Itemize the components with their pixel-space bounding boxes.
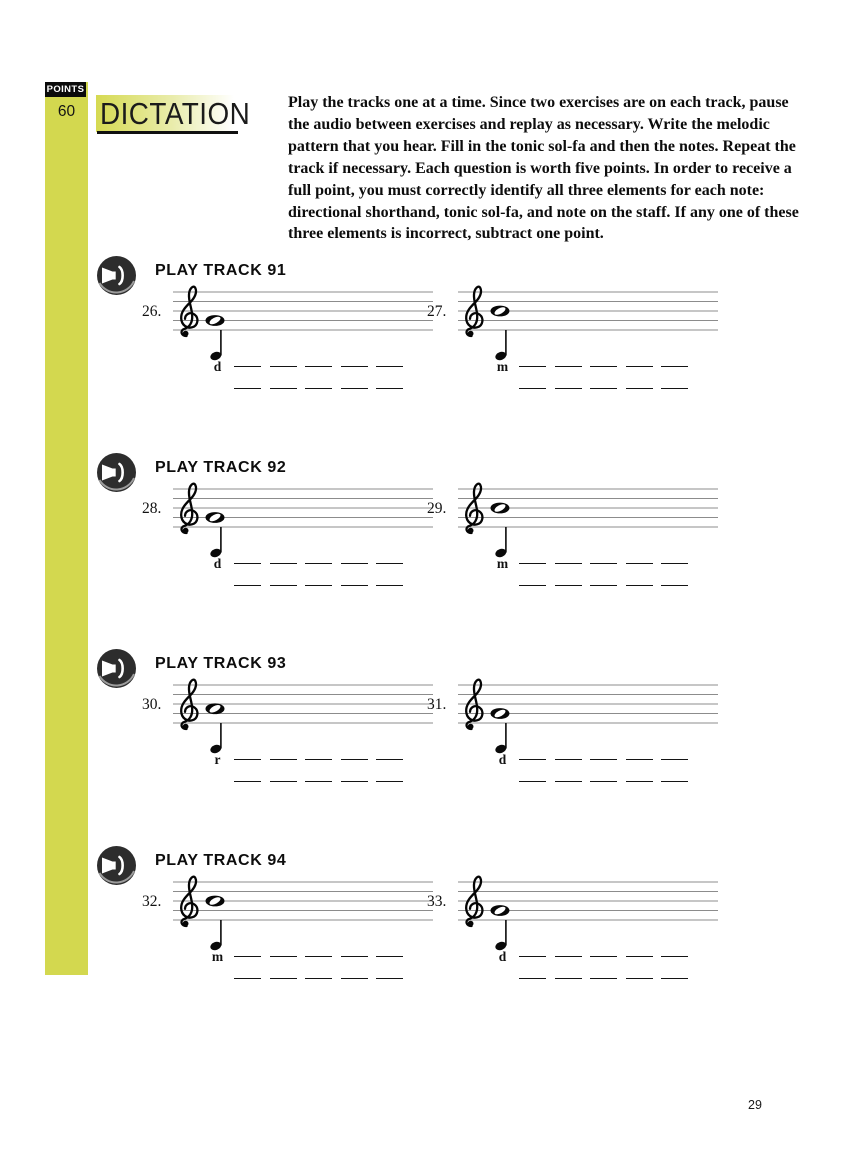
quarter-note-icon — [495, 525, 511, 559]
answer-blank — [519, 582, 546, 586]
answer-blank — [590, 756, 617, 760]
answer-blank — [519, 385, 546, 389]
answer-area — [210, 328, 430, 398]
answer-blank — [270, 385, 297, 389]
exercise-number: 28. — [142, 500, 162, 517]
track-label: PLAY TRACK 93 — [155, 655, 287, 672]
whole-note — [206, 512, 225, 523]
answer-blank-row-solfa — [519, 966, 697, 970]
treble-clef-icon — [466, 484, 482, 534]
answer-blank — [234, 582, 261, 586]
answer-blank-row-notes — [519, 354, 697, 358]
treble-clef-icon — [181, 484, 197, 534]
answer-blank — [270, 363, 297, 367]
answer-blank — [519, 778, 546, 782]
solfa-label: d — [498, 949, 507, 964]
solfa-label: m — [496, 359, 509, 374]
answer-area — [210, 918, 430, 988]
answer-blank — [234, 756, 261, 760]
answer-blank — [270, 582, 297, 586]
page-title-box — [96, 95, 251, 132]
exercise-number: 27. — [427, 303, 447, 320]
answer-blank-row-notes — [234, 944, 412, 948]
answer-blank — [626, 756, 653, 760]
answer-blank-row-notes — [234, 354, 412, 358]
answer-blank — [305, 953, 332, 957]
exercise — [427, 677, 727, 807]
answer-blank — [270, 560, 297, 564]
answer-blank — [341, 778, 368, 782]
exercise-number: 30. — [142, 696, 162, 713]
answer-blank — [590, 385, 617, 389]
answer-blank — [519, 560, 546, 564]
quarter-note-icon — [210, 918, 226, 952]
answer-blank-row-solfa — [234, 573, 412, 577]
answer-blank — [519, 363, 546, 367]
answer-blank — [234, 953, 261, 957]
answer-blank — [555, 975, 582, 979]
answer-blank — [341, 560, 368, 564]
quarter-note-icon — [495, 328, 511, 362]
play-track-section — [94, 254, 784, 424]
whole-note — [206, 896, 225, 907]
solfa-label: d — [213, 359, 222, 374]
exercise — [142, 874, 442, 1004]
quarter-note-icon — [210, 525, 226, 559]
answer-blank — [376, 560, 403, 564]
exercise — [427, 481, 727, 611]
whole-note — [206, 703, 225, 714]
answer-blank — [555, 560, 582, 564]
answer-blank — [376, 582, 403, 586]
speaker-icon — [94, 844, 140, 888]
whole-note — [491, 905, 510, 916]
answer-blank — [590, 363, 617, 367]
exercise-number: 31. — [427, 696, 447, 713]
track-label: PLAY TRACK 94 — [155, 852, 287, 869]
whole-note — [491, 708, 510, 719]
track-label: PLAY TRACK 92 — [155, 459, 287, 476]
answer-blank — [661, 778, 688, 782]
answer-area — [495, 918, 715, 988]
speaker-icon — [94, 451, 140, 495]
answer-blank-row-solfa — [519, 769, 697, 773]
answer-blank — [555, 778, 582, 782]
answer-blank — [555, 756, 582, 760]
whole-note — [491, 306, 510, 317]
exercise — [142, 481, 442, 611]
answer-blank — [376, 385, 403, 389]
answer-area — [495, 525, 715, 595]
answer-blank — [661, 560, 688, 564]
answer-blank — [626, 778, 653, 782]
solfa-label: m — [211, 949, 224, 964]
answer-blank — [555, 363, 582, 367]
answer-blank — [661, 363, 688, 367]
solfa-label: m — [496, 556, 509, 571]
answer-blank — [661, 582, 688, 586]
answer-blank — [626, 975, 653, 979]
answer-area — [495, 721, 715, 791]
answer-blank — [341, 582, 368, 586]
answer-blank — [555, 385, 582, 389]
answer-blank-row-notes — [234, 551, 412, 555]
answer-blank — [626, 385, 653, 389]
answer-blank-row-solfa — [234, 769, 412, 773]
play-track-section — [94, 451, 784, 621]
quarter-note-icon — [495, 721, 511, 755]
answer-area — [210, 721, 430, 791]
answer-blank-row-notes — [519, 944, 697, 948]
answer-blank — [590, 582, 617, 586]
answer-blank — [341, 756, 368, 760]
answer-blank — [305, 756, 332, 760]
track-label: PLAY TRACK 91 — [155, 262, 287, 279]
treble-clef-icon — [466, 287, 482, 337]
answer-blank — [341, 953, 368, 957]
answer-blank — [305, 560, 332, 564]
title-underline — [97, 131, 238, 134]
answer-blank — [305, 582, 332, 586]
answer-blank — [626, 363, 653, 367]
answer-blank — [270, 756, 297, 760]
exercise — [142, 284, 442, 414]
exercise — [427, 284, 727, 414]
answer-blank — [270, 953, 297, 957]
answer-blank-row-notes — [519, 551, 697, 555]
treble-clef-icon — [181, 877, 197, 927]
treble-clef-icon — [181, 680, 197, 730]
instructions-text: Play the tracks one at a time. Since two exercises are on each track, pause the audio between exercises and replay as necessary. Write the melodic pattern that you hear. Fill in the tonic sol-fa and then the notes. Repeat the track if necessary. Each question is worth five points. In order to receive a full point, you must correctly identify all three elements for each note: directional shorthand, tonic sol-fa, and note on the staff. If any one of these three elements is incorrect, subtract one point. — [288, 94, 799, 243]
answer-blank — [234, 560, 261, 564]
answer-blank — [341, 975, 368, 979]
whole-note — [206, 315, 225, 326]
exercise-number: 26. — [142, 303, 162, 320]
points-badge: POINTS — [46, 84, 85, 95]
solfa-label: d — [213, 556, 222, 571]
exercise-number: 33. — [427, 893, 447, 910]
answer-blank — [270, 975, 297, 979]
answer-area — [495, 328, 715, 398]
answer-blank — [590, 560, 617, 564]
answer-blank — [305, 385, 332, 389]
answer-blank — [626, 560, 653, 564]
exercise-number: 29. — [427, 500, 447, 517]
answer-blank — [305, 975, 332, 979]
answer-blank — [305, 363, 332, 367]
speaker-icon — [94, 647, 140, 691]
answer-blank — [234, 385, 261, 389]
play-track-section — [94, 647, 784, 817]
answer-blank — [590, 953, 617, 957]
answer-blank-row-notes — [519, 747, 697, 751]
quarter-note-icon — [210, 721, 226, 755]
whole-note — [491, 503, 510, 514]
answer-blank — [376, 953, 403, 957]
answer-blank-row-solfa — [519, 376, 697, 380]
answer-blank — [234, 975, 261, 979]
points-value: 60 — [57, 103, 76, 120]
solfa-label: d — [498, 752, 507, 767]
answer-blank-row-solfa — [234, 966, 412, 970]
points-sidebar — [45, 82, 88, 975]
answer-blank — [234, 778, 261, 782]
answer-blank — [555, 953, 582, 957]
answer-blank — [661, 953, 688, 957]
answer-blank — [590, 778, 617, 782]
exercise — [427, 874, 727, 1004]
answer-area — [210, 525, 430, 595]
quarter-note-icon — [495, 918, 511, 952]
answer-blank — [519, 975, 546, 979]
treble-clef-icon — [466, 877, 482, 927]
exercise — [142, 677, 442, 807]
treble-clef-icon — [181, 287, 197, 337]
play-track-section — [94, 844, 784, 1014]
answer-blank — [234, 363, 261, 367]
page-number: 29 — [748, 1098, 762, 1112]
answer-blank — [519, 756, 546, 760]
treble-clef-icon — [466, 680, 482, 730]
answer-blank — [341, 363, 368, 367]
answer-blank — [376, 778, 403, 782]
answer-blank — [376, 975, 403, 979]
solfa-label: r — [214, 752, 221, 767]
answer-blank — [626, 582, 653, 586]
answer-blank — [555, 582, 582, 586]
answer-blank — [661, 975, 688, 979]
answer-blank — [626, 953, 653, 957]
speaker-icon — [94, 254, 140, 298]
answer-blank — [519, 953, 546, 957]
answer-blank-row-solfa — [234, 376, 412, 380]
answer-blank — [341, 385, 368, 389]
answer-blank-row-notes — [234, 747, 412, 751]
answer-blank — [661, 756, 688, 760]
answer-blank-row-solfa — [519, 573, 697, 577]
quarter-note-icon — [210, 328, 226, 362]
page-title: DICTATION — [100, 96, 251, 131]
answer-blank — [661, 385, 688, 389]
answer-blank — [270, 778, 297, 782]
answer-blank — [305, 778, 332, 782]
answer-blank — [376, 363, 403, 367]
answer-blank — [376, 756, 403, 760]
exercise-number: 32. — [142, 893, 162, 910]
answer-blank — [590, 975, 617, 979]
